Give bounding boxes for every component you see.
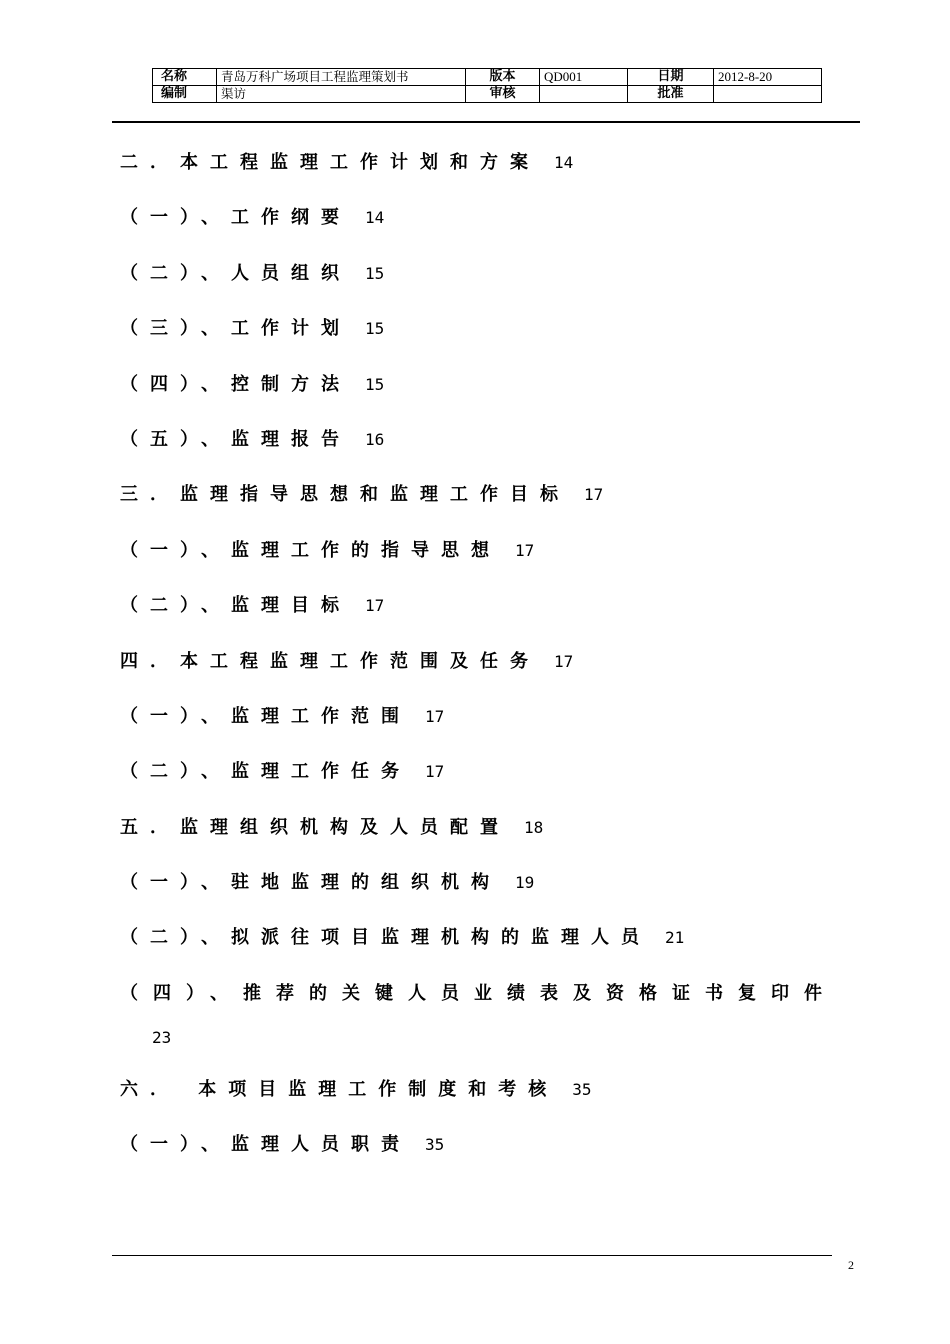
header-row-2 xyxy=(153,86,822,103)
toc-entry-title: （一）、监理工作范围 xyxy=(120,705,411,727)
version-label: 版本 xyxy=(466,69,540,86)
toc-entry[interactable] xyxy=(120,536,850,591)
date-value: 2012-8-20 xyxy=(714,69,822,86)
toc-entry[interactable] xyxy=(120,923,850,978)
toc-entry-page: 17 xyxy=(584,485,604,505)
toc-entry-title: （二）、监理目标 xyxy=(120,595,351,617)
toc-entry-page: 17 xyxy=(515,540,535,560)
review-label: 审核 xyxy=(466,86,540,103)
toc-entry[interactable] xyxy=(120,314,850,369)
review-value xyxy=(540,86,628,103)
toc-entry-page: 18 xyxy=(524,817,544,837)
toc-entry-title: （二）、监理工作任务 xyxy=(120,761,411,783)
toc-entry-page: 14 xyxy=(554,153,574,172)
author-value: 渠访 xyxy=(217,86,466,103)
toc-entry[interactable] xyxy=(120,203,850,258)
toc-entry[interactable] xyxy=(120,370,850,425)
table-of-contents xyxy=(120,148,850,1186)
toc-entry-title: 四．本工程监理工作范围及任务 xyxy=(120,650,540,672)
author-label: 编制 xyxy=(153,86,217,103)
toc-entry-title: 六． 本项目监理工作制度和考核 xyxy=(120,1078,559,1100)
footer-divider xyxy=(112,1255,832,1256)
approve-label: 批准 xyxy=(628,86,714,103)
toc-entry[interactable] xyxy=(120,148,850,203)
header-row-1 xyxy=(153,69,822,86)
toc-entry-page: 21 xyxy=(665,928,685,948)
toc-entry[interactable] xyxy=(120,647,850,702)
toc-entry-page: 15 xyxy=(365,319,385,339)
toc-entry-page: 15 xyxy=(365,263,385,283)
toc-entry[interactable] xyxy=(120,813,850,868)
toc-entry[interactable] xyxy=(120,591,850,646)
toc-entry-page: 23 xyxy=(152,1027,172,1047)
toc-entry-title: （一）、监理工作的指导思想 xyxy=(120,539,501,561)
page-number: 2 xyxy=(848,1258,854,1272)
toc-entry-title: 三．监理指导思想和监理工作目标 xyxy=(120,484,570,506)
toc-entry-title: （四）、推荐的关键人员业绩表及资格证书复印件 xyxy=(120,982,837,1004)
toc-entry-title: （一）、驻地监理的组织机构 xyxy=(120,872,501,894)
name-label: 名称 xyxy=(153,69,217,86)
toc-entry-title: （三）、工作计划 xyxy=(120,318,351,340)
version-value: QD001 xyxy=(540,69,628,86)
toc-entry-page: 35 xyxy=(425,1135,445,1155)
toc-entry[interactable] xyxy=(120,702,850,757)
toc-entry[interactable] xyxy=(120,979,850,1075)
toc-entry-title: （二）、人员组织 xyxy=(120,262,351,284)
toc-entry[interactable] xyxy=(120,425,850,480)
toc-entry-title: （五）、监理报告 xyxy=(120,428,351,450)
toc-entry[interactable] xyxy=(120,1075,850,1130)
document-header-table xyxy=(152,68,822,103)
toc-entry-page: 17 xyxy=(365,596,385,616)
toc-entry-title: （一）、工作纲要 xyxy=(120,207,351,229)
date-label: 日期 xyxy=(628,69,714,86)
toc-entry-title: （四）、控制方法 xyxy=(120,373,351,395)
toc-entry[interactable] xyxy=(120,757,850,812)
toc-entry-page: 14 xyxy=(365,208,385,228)
toc-entry-page: 15 xyxy=(365,374,385,394)
toc-entry-page: 17 xyxy=(554,651,574,671)
toc-entry-page: 35 xyxy=(572,1079,592,1099)
toc-entry[interactable] xyxy=(120,1130,850,1185)
toc-entry[interactable] xyxy=(120,868,850,923)
header-divider xyxy=(112,121,860,123)
toc-entry-page: 17 xyxy=(425,762,445,782)
toc-entry-title: 二．本工程监理工作计划和方案 xyxy=(120,152,540,173)
toc-entry-page: 17 xyxy=(425,706,445,726)
toc-entry[interactable] xyxy=(120,259,850,314)
name-value: 青岛万科广场项目工程监理策划书 xyxy=(217,69,466,86)
approve-value xyxy=(714,86,822,103)
toc-entry-page: 19 xyxy=(515,873,535,893)
toc-entry-title: 五．监理组织机构及人员配置 xyxy=(120,816,510,838)
toc-entry-title: （二）、拟派往项目监理机构的监理人员 xyxy=(120,927,651,949)
toc-entry-title: （一）、监理人员职责 xyxy=(120,1134,411,1156)
toc-entry[interactable] xyxy=(120,480,850,535)
toc-entry-page: 16 xyxy=(365,429,385,449)
